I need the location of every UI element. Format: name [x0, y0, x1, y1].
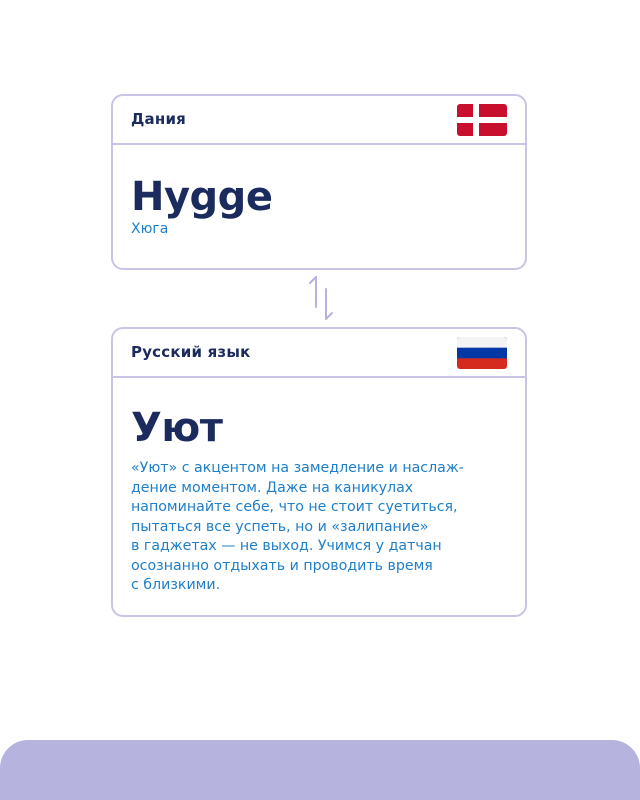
- target-card-header: [113, 329, 525, 378]
- description-line: с близкими.: [131, 577, 221, 593]
- russia-flag-icon: [457, 337, 507, 369]
- source-card-header: [113, 96, 525, 145]
- description-line: напоминайте себе, что не стоит суетиться,: [131, 499, 458, 515]
- source-word: Hygge: [131, 174, 273, 220]
- swap-arrows-icon[interactable]: [303, 273, 339, 323]
- description-line: «Уют» с акцентом на замедление и наслаж-: [131, 460, 464, 476]
- source-language-name: Дания: [131, 110, 186, 128]
- target-language-card: [111, 327, 527, 617]
- target-language-name: Русский язык: [131, 343, 251, 361]
- source-transliteration: Хюга: [131, 221, 169, 237]
- description-line: пытаться все успеть, но и «залипание»: [131, 518, 429, 535]
- description-line: осознанно отдыхать и проводить время: [131, 557, 433, 574]
- source-language-card: [111, 94, 527, 270]
- denmark-flag-icon: [457, 104, 507, 136]
- description-line: в гаджетах — не выход. Учимся у датчан: [131, 538, 442, 554]
- target-description: [131, 459, 516, 596]
- footer-band: [0, 740, 640, 800]
- description-line: дение моментом. Даже на каникулах: [131, 479, 414, 496]
- target-word: Уют: [131, 405, 223, 451]
